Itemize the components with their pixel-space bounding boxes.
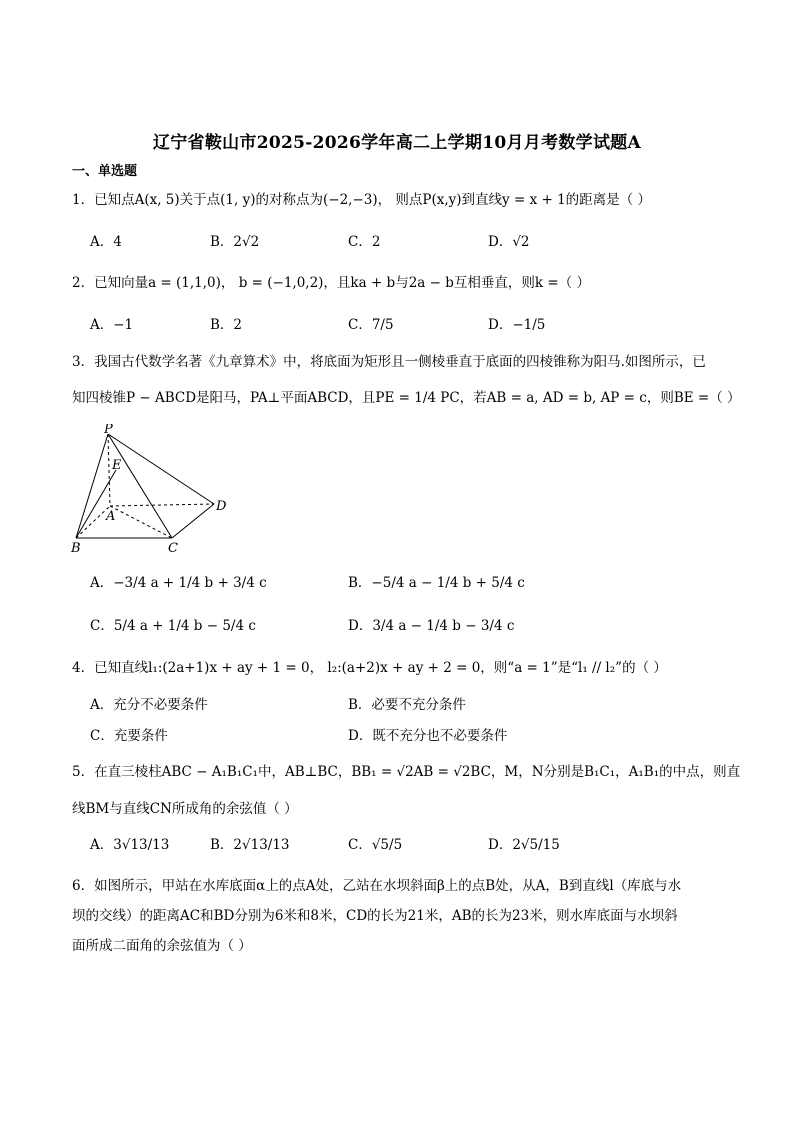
q2-option-c: C．7/5 [348, 317, 394, 333]
vertex-b-label: B [71, 541, 81, 556]
q3-option-a: A．−3/4 a + 1/4 b + 3/4 c [90, 575, 267, 591]
vertex-a-label: A [106, 509, 116, 524]
q2-option-b: B．2 [210, 317, 243, 333]
vertex-p-label: P [104, 424, 113, 437]
question-1: 1．已知点A(x, 5)关于点(1, y)的对称点为(−2,−3)， 则点P(x,y)到直线y = x + 1的距离是（ ） [72, 192, 651, 208]
q4-option-c: C．充要条件 [90, 728, 168, 744]
q1-option-d: D．√2 [488, 234, 530, 250]
section-heading: 一、单选题 [72, 164, 138, 179]
q1-option-c: C．2 [348, 234, 381, 250]
question-3-line-1: 3．我国古代数学名著《九章算术》中，将底面为矩形且一侧棱垂直于底面的四棱锥称为阳马.如图所示，已 [72, 354, 706, 370]
vertex-d-label: D [216, 499, 227, 514]
question-6-line-2: 坝的交线）的距离AC和BD分别为6米和8米，CD的长为21米，AB的长为23米，则水库底面与水坝斜 [72, 908, 678, 924]
q5-option-b: B．2√13/13 [210, 837, 290, 853]
q1-option-a: A．4 [90, 234, 122, 250]
q5-option-a: A．3√13/13 [90, 837, 170, 853]
question-5-line-2: 线BM与直线CN所成角的余弦值（ ） [72, 801, 298, 817]
q4-option-b: B．必要不充分条件 [348, 697, 466, 713]
question-2: 2．已知向量a = (1,1,0)， b = (−1,0,2)，且ka + b与2a − b互相垂直，则k =（ ） [72, 275, 590, 291]
pyramid-figure [68, 424, 238, 559]
point-e-label: E [112, 458, 122, 473]
question-4: 4．已知直线l₁:(2a+1)x + ay + 1 = 0， l₂:(a+2)x + ay + 2 = 0，则“a = 1”是“l₁ // l₂”的（ ） [72, 660, 667, 676]
question-3-line-2: 知四棱锥P − ABCD是阳马，PA⊥平面ABCD，且PE = 1/4 PC，若AB = a, AD = b, AP = c，则BE =（ ） [72, 390, 741, 406]
q4-option-d: D．既不充分也不必要条件 [348, 728, 508, 744]
question-6-line-3: 面所成二面角的余弦值为（ ） [72, 938, 252, 954]
question-6-line-1: 6．如图所示，甲站在水库底面α上的点A处，乙站在水坝斜面β上的点B处，从A，B到直线l（库底与水 [72, 878, 682, 894]
q3-option-d: D．3/4 a − 1/4 b − 3/4 c [348, 618, 515, 634]
page-title: 辽宁省鞍山市2025-2026学年高二上学期10月月考数学试题A [152, 133, 642, 153]
vertex-c-label: C [168, 541, 178, 556]
q2-option-d: D．−1/5 [488, 317, 546, 333]
question-5-line-1: 5．在直三棱柱ABC − A₁B₁C₁中，AB⊥BC，BB₁ = √2AB = √2BC，M，N分别是B₁C₁，A₁B₁的中点，则直 [72, 764, 741, 780]
q2-option-a: A．−1 [90, 317, 134, 333]
q3-option-b: B．−5/4 a − 1/4 b + 5/4 c [348, 575, 525, 591]
q5-option-c: C．√5/5 [348, 837, 403, 853]
q3-option-c: C．5/4 a + 1/4 b − 5/4 c [90, 618, 256, 634]
q5-option-d: D．2√5/15 [488, 837, 560, 853]
q4-option-a: A．充分不必要条件 [90, 697, 208, 713]
q1-option-b: B．2√2 [210, 234, 260, 250]
